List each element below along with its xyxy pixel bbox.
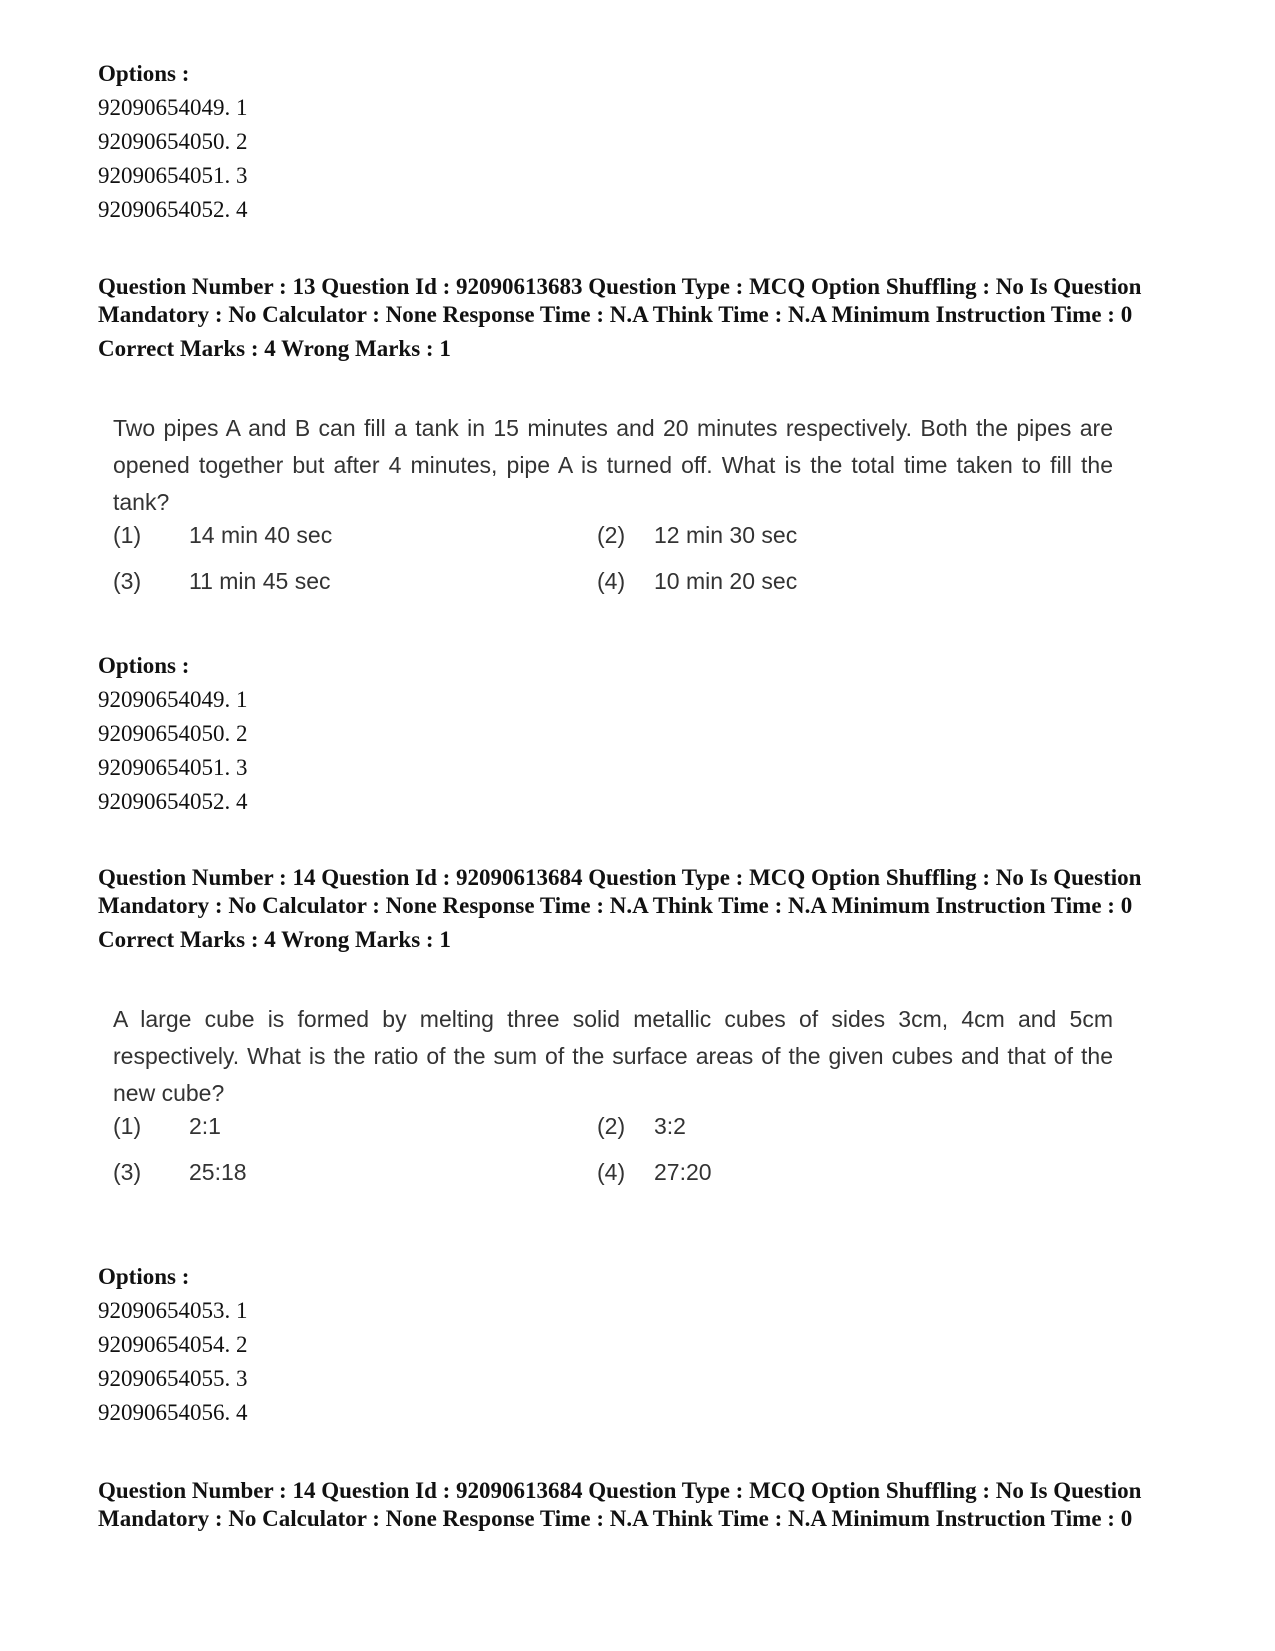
options-title: Options : [98, 1264, 190, 1289]
choice-number: (1) [113, 522, 142, 548]
choice-4 [597, 568, 797, 595]
option-line: 92090654054. 2 [98, 1332, 248, 1357]
options-title: Options : [98, 61, 190, 86]
question-marks: Correct Marks : 4 Wrong Marks : 1 [98, 927, 451, 952]
choice-number: (4) [597, 1159, 626, 1185]
choice-text: 3:2 [654, 1113, 686, 1139]
choice-text: 2:1 [189, 1113, 221, 1139]
choice-3 [113, 1159, 247, 1186]
option-line: 92090654052. 4 [98, 197, 248, 222]
option-line: 92090654051. 3 [98, 163, 248, 188]
question-meta: Question Number : 14 Question Id : 92090613684 Question Type : MCQ Option Shuffling : No Is Question Mandatory : No Calculator : None Response Time : N.A Think Time : N.A Minimum Instruction Time : 0 [98, 865, 1142, 918]
question-meta: Question Number : 14 Question Id : 92090613684 Question Type : MCQ Option Shuffling : No Is Question Mandatory : No Calculator : None Response Time : N.A Think Time : N.A Minimum Instruction Time : 0 [98, 1478, 1142, 1531]
choice-number: (2) [597, 522, 626, 548]
option-line: 92090654056. 4 [98, 1400, 248, 1425]
option-line: 92090654050. 2 [98, 129, 248, 154]
option-line: 92090654053. 1 [98, 1298, 248, 1323]
top-options [98, 57, 1188, 227]
question-13-text: Two pipes A and B can fill a tank in 15 minutes and 20 minutes respectively. Both the pipes are opened together but after 4 minutes, pipe A is turned off. What is the total time taken to fill the tank? [113, 415, 1113, 515]
choice-2 [597, 1113, 686, 1140]
choice-number: (2) [597, 1113, 626, 1139]
choice-number: (3) [113, 568, 142, 594]
option-line: 92090654049. 1 [98, 687, 248, 712]
choice-number: (4) [597, 568, 626, 594]
question-meta: Question Number : 13 Question Id : 92090613683 Question Type : MCQ Option Shuffling : No Is Question Mandatory : No Calculator : None Response Time : N.A Think Time : N.A Minimum Instruction Time : 0 [98, 274, 1142, 327]
choice-number: (3) [113, 1159, 142, 1185]
choice-number: (1) [113, 1113, 142, 1139]
question-13-options [98, 649, 1188, 819]
option-line: 92090654052. 4 [98, 789, 248, 814]
option-line: 92090654051. 3 [98, 755, 248, 780]
question-14-text: A large cube is formed by melting three solid metallic cubes of sides 3cm, 4cm and 5cm respectively. What is the ratio of the sum of the surface areas of the given cubes and that of the new cube? [113, 1006, 1113, 1106]
choice-text: 25:18 [189, 1159, 247, 1185]
option-line: 92090654049. 1 [98, 95, 248, 120]
question-14-options [98, 1260, 1188, 1430]
choice-1 [113, 1113, 221, 1140]
choice-4 [597, 1159, 712, 1186]
choice-3 [113, 568, 330, 595]
choice-text: 12 min 30 sec [654, 522, 798, 548]
choice-text: 11 min 45 sec [189, 568, 331, 594]
option-line: 92090654055. 3 [98, 1366, 248, 1391]
choice-2 [597, 522, 797, 549]
options-title: Options : [98, 653, 190, 678]
choice-text: 14 min 40 sec [189, 522, 333, 548]
choice-text: 27:20 [654, 1159, 712, 1185]
question-14-repeat-header [98, 1477, 1188, 1533]
question-13-header [98, 273, 1188, 363]
question-14-header [98, 864, 1188, 954]
question-marks: Correct Marks : 4 Wrong Marks : 1 [98, 336, 451, 361]
choice-text: 10 min 20 sec [654, 568, 798, 594]
choice-1 [113, 522, 332, 549]
option-line: 92090654050. 2 [98, 721, 248, 746]
